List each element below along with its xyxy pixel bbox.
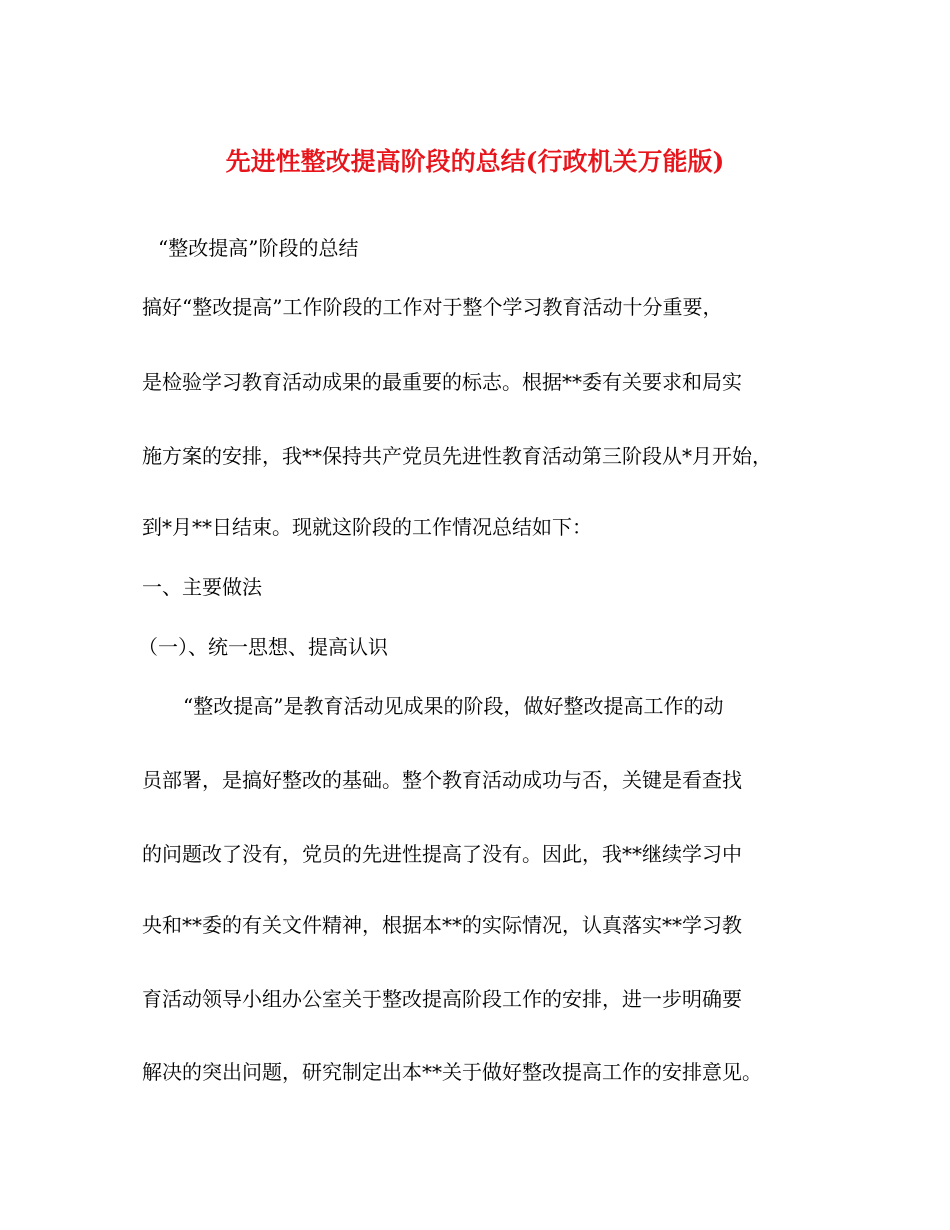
- section-heading: 一、主要做法: [142, 575, 262, 599]
- paragraph-line: 央和**委的有关文件精神，根据本**的实际情况，认真落实**学习教: [142, 913, 742, 937]
- paragraph-line: 育活动领导小组办公室关于整改提高阶段工作的安排，进一步明确要: [142, 987, 742, 1011]
- paragraph-line: 的问题改了没有，党员的先进性提高了没有。因此，我**继续学习中: [142, 842, 742, 866]
- subtitle-line: “整改提高”阶段的总结: [158, 236, 359, 260]
- paragraph-line: 搞好“整改提高”工作阶段的工作对于整个学习教育活动十分重要，: [142, 295, 723, 319]
- paragraph-line: 员部署，是搞好整改的基础。整个教育活动成功与否，关键是看查找: [142, 768, 742, 792]
- paragraph-line: 施方案的安排，我**保持共产党员先进性教育活动第三阶段从*月开始，: [142, 444, 772, 468]
- document-title: 先进性整改提高阶段的总结(行政机关万能版): [225, 147, 725, 176]
- paragraph-line: 是检验学习教育活动成果的最重要的标志。根据**委有关要求和局实: [142, 370, 742, 394]
- subsection-heading: （一）、统一思想、提高认识: [138, 635, 388, 659]
- paragraph-line: “整改提高”是教育活动见成果的阶段，做好整改提高工作的动: [183, 694, 724, 718]
- paragraph-line: 解决的突出问题，研究制定出本**关于做好整改提高工作的安排意见。: [142, 1060, 762, 1084]
- paragraph-line: 到*月**日结束。现就这阶段的工作情况总结如下：: [142, 515, 592, 539]
